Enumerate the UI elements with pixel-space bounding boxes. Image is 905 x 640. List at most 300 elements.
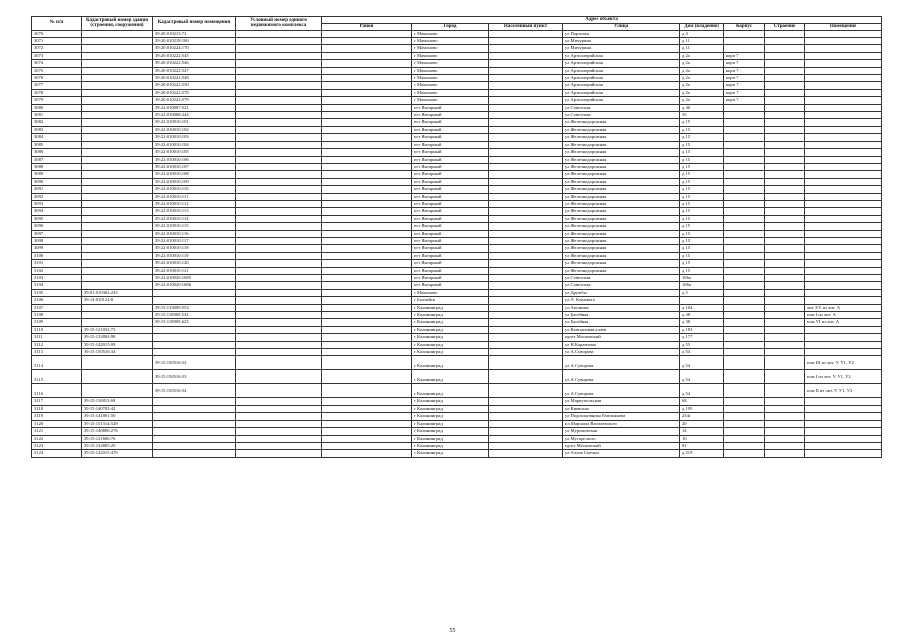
cell-korpus: [724, 319, 765, 326]
cell-cond-number: [236, 341, 322, 348]
cell-house: д 15: [680, 252, 724, 259]
cell-street: ул Железнодорожная: [563, 186, 680, 193]
cell-num: 3076: [32, 75, 82, 82]
cell-settlement: [489, 289, 563, 296]
cell-cad-room: [153, 450, 236, 457]
cell-room: [805, 82, 882, 89]
cell-num: 3107: [32, 304, 82, 311]
cell-num: 3110: [32, 326, 82, 333]
cell-street: ул Л. Кошевого: [563, 297, 680, 304]
table-row: [32, 45, 882, 52]
cell-street: ул Артиллерийская: [563, 89, 680, 96]
header-house: Дом (владение): [680, 23, 724, 30]
cell-cond-number: [236, 208, 322, 215]
cell-street: ул Железнодорожная: [563, 119, 680, 126]
cell-house: д 15: [680, 223, 724, 230]
cell-cad-room: [153, 398, 236, 405]
cell-street: ул А.Суворова: [563, 370, 680, 384]
cell-settlement: [489, 112, 563, 119]
cell-cad-building: [82, 134, 153, 141]
cell-settlement: [489, 245, 563, 252]
cell-korpus: [724, 112, 765, 119]
cell-settlement: [489, 334, 563, 341]
cell-street: ул Артиллерийская: [563, 97, 680, 104]
cell-district: [322, 370, 412, 384]
cell-street: ул Железнодорожная: [563, 178, 680, 185]
cell-street: ул Партизан: [563, 30, 680, 37]
cell-cad-room: 39:22:010010:114: [153, 215, 236, 222]
cell-city: пгт Янтарный: [412, 134, 489, 141]
cell-house: д 183: [680, 326, 724, 333]
cell-korpus: [724, 405, 765, 412]
cell-num: 3078: [32, 89, 82, 96]
cell-settlement: [489, 237, 563, 244]
table-row: [32, 178, 882, 185]
cell-street: ул Железнодорожная: [563, 267, 680, 274]
table-row: [32, 200, 882, 207]
cell-district: [322, 326, 412, 333]
cell-cond-number: [236, 349, 322, 356]
cell-stroenie: [765, 413, 805, 420]
cell-cad-room: [153, 297, 236, 304]
cell-num: 3077: [32, 82, 82, 89]
cell-num: 3089: [32, 171, 82, 178]
cell-settlement: [489, 252, 563, 259]
table-row: [32, 237, 882, 244]
cell-cad-room: 39:20:010222:579: [153, 97, 236, 104]
cell-house: д 15: [680, 149, 724, 156]
cell-korpus: [724, 282, 765, 289]
cell-house: д 11: [680, 45, 724, 52]
table-row: [32, 223, 882, 230]
cell-stroenie: [765, 149, 805, 156]
cell-num: 3105: [32, 289, 82, 296]
cell-cad-room: 39:22:010010:101: [153, 119, 236, 126]
cell-cond-number: [236, 282, 322, 289]
cell-house: д 2а: [680, 60, 724, 67]
cell-korpus: [724, 413, 765, 420]
cell-room: [805, 275, 882, 282]
cell-room: [805, 89, 882, 96]
cell-settlement: [489, 186, 563, 193]
cell-stroenie: [765, 141, 805, 148]
cell-num: 3093: [32, 200, 82, 207]
cell-num: 3096: [32, 223, 82, 230]
cell-cad-room: 39:20:010213:73: [153, 30, 236, 37]
cell-cad-building: [82, 112, 153, 119]
cell-district: [322, 178, 412, 185]
cell-cad-room: 39:22:010010:120: [153, 260, 236, 267]
cell-house: д 38: [680, 319, 724, 326]
cell-room: [805, 334, 882, 341]
cell-city: г Калининград: [412, 319, 489, 326]
cell-cad-building: [82, 384, 153, 398]
cell-korpus: [724, 126, 765, 133]
cell-korpus: [724, 38, 765, 45]
cell-stroenie: [765, 304, 805, 311]
table-row: [32, 252, 882, 259]
cell-cond-number: [236, 200, 322, 207]
cell-room: [805, 126, 882, 133]
cell-korpus: [724, 428, 765, 435]
cell-korpus: [724, 104, 765, 111]
cell-num: 3080: [32, 104, 82, 111]
table-row: [32, 413, 882, 420]
cell-stroenie: [765, 319, 805, 326]
cell-cad-building: [82, 45, 153, 52]
cell-house: д 4: [680, 30, 724, 37]
cell-house: 234г: [680, 413, 724, 420]
cell-cond-number: [236, 112, 322, 119]
cell-num: 3081: [32, 112, 82, 119]
cell-district: [322, 450, 412, 457]
cell-settlement: [489, 341, 563, 348]
cell-room: [805, 297, 882, 304]
cell-cad-room: 39:22:010007:521: [153, 104, 236, 111]
table-row: [32, 275, 882, 282]
cell-settlement: [489, 326, 563, 333]
cell-street: ул Железнодорожная: [563, 200, 680, 207]
cell-cond-number: [236, 60, 322, 67]
cell-cond-number: [236, 52, 322, 59]
cell-cad-room: 39:20:010222:550: [153, 82, 236, 89]
cell-room: [805, 156, 882, 163]
cell-stroenie: [765, 112, 805, 119]
cell-street: ул Железнодорожная: [563, 230, 680, 237]
cell-district: [322, 89, 412, 96]
cell-district: [322, 282, 412, 289]
cell-korpus: [724, 252, 765, 259]
cell-stroenie: [765, 230, 805, 237]
cell-num: 3091: [32, 186, 82, 193]
cell-room: [805, 405, 882, 412]
cell-korpus: [724, 141, 765, 148]
table-row: [32, 435, 882, 442]
cell-cad-room: 39:22:010010:115: [153, 223, 236, 230]
cell-cond-number: [236, 193, 322, 200]
table-row: [32, 126, 882, 133]
cell-cad-building: [82, 82, 153, 89]
cell-stroenie: [765, 267, 805, 274]
cell-cond-number: [236, 75, 322, 82]
cell-num: 3097: [32, 230, 82, 237]
table-row: [32, 326, 882, 333]
cell-cad-building: [82, 149, 153, 156]
cell-cad-building: [82, 126, 153, 133]
cell-district: [322, 428, 412, 435]
cell-num: 3095: [32, 215, 82, 222]
cell-cond-number: [236, 237, 322, 244]
table-row: [32, 442, 882, 449]
table-row: [32, 370, 882, 384]
cell-stroenie: [765, 282, 805, 289]
cell-city: пгт Янтарный: [412, 171, 489, 178]
cell-room: [805, 428, 882, 435]
cell-city: г Калининград: [412, 413, 489, 420]
cell-city: пгт Янтарный: [412, 275, 489, 282]
header-cond-number: Условный номер единого недвижимого комплекса: [236, 17, 322, 31]
cell-city: г Калининград: [412, 356, 489, 370]
cell-house: д 177: [680, 334, 724, 341]
cell-num: 3108: [32, 312, 82, 319]
cell-num: 3098: [32, 237, 82, 244]
cell-cad-room: 39:20:010222:578: [153, 89, 236, 96]
cell-city: г Калининград: [412, 435, 489, 442]
table-row: [32, 38, 882, 45]
cell-num: 3119: [32, 413, 82, 420]
cell-cad-building: [82, 171, 153, 178]
cell-city: г Калининград: [412, 349, 489, 356]
cell-cond-number: [236, 141, 322, 148]
cell-room: лит XV из лит. А: [805, 304, 882, 311]
cell-district: [322, 112, 412, 119]
cell-cad-room: [153, 326, 236, 333]
cell-room: [805, 260, 882, 267]
cell-room: [805, 450, 882, 457]
cell-settlement: [489, 156, 563, 163]
cell-district: [322, 141, 412, 148]
cell-house: д 5: [680, 289, 724, 296]
cell-house: д 2а: [680, 67, 724, 74]
cell-house: 81: [680, 442, 724, 449]
registry-table: [31, 16, 882, 458]
cell-street: пр-кт Московский: [563, 442, 680, 449]
cell-settlement: [489, 163, 563, 170]
cell-house: д 15: [680, 171, 724, 178]
cell-district: [322, 97, 412, 104]
cell-street: ул Советская: [563, 104, 680, 111]
cell-num: 3112: [32, 341, 82, 348]
cell-settlement: [489, 149, 563, 156]
cell-district: [322, 215, 412, 222]
cell-city: г Мамоново: [412, 89, 489, 96]
cell-room: [805, 398, 882, 405]
cell-cond-number: [236, 171, 322, 178]
cell-settlement: [489, 38, 563, 45]
cell-cond-number: [236, 223, 322, 230]
cell-cad-building: [82, 38, 153, 45]
table-row: [32, 75, 882, 82]
cell-stroenie: [765, 208, 805, 215]
cell-num: 3104: [32, 282, 82, 289]
header-room: Помещение: [805, 23, 882, 30]
table-row: [32, 420, 882, 427]
cell-settlement: [489, 141, 563, 148]
cell-cad-building: 39:15:110813:69: [82, 398, 153, 405]
cell-street: ул Железнодорожная: [563, 163, 680, 170]
cell-cad-room: 39:22:010010:116: [153, 230, 236, 237]
header-district: Район: [322, 23, 412, 30]
cell-district: [322, 245, 412, 252]
cell-house: д 54: [680, 349, 724, 356]
cell-cad-building: [82, 141, 153, 148]
cell-room: пом I из лит. А: [805, 312, 882, 319]
cell-stroenie: [765, 297, 805, 304]
cell-stroenie: [765, 171, 805, 178]
cell-stroenie: [765, 420, 805, 427]
cell-num: 3115: [32, 370, 82, 384]
cell-street: ул Киевская: [563, 405, 680, 412]
table-row: [32, 52, 882, 59]
cell-cond-number: [236, 215, 322, 222]
cell-cad-building: [82, 237, 153, 244]
cell-cond-number: [236, 134, 322, 141]
cell-korpus: [724, 260, 765, 267]
cell-korpus: [724, 420, 765, 427]
cell-house: д 15: [680, 186, 724, 193]
cell-num: 3087: [32, 156, 82, 163]
cell-stroenie: [765, 223, 805, 230]
cell-street: ул Железнодорожная: [563, 149, 680, 156]
cell-stroenie: [765, 289, 805, 296]
cell-street: ул Аксакова: [563, 304, 680, 311]
cell-cad-room: 39:15:110905:532: [153, 312, 236, 319]
cell-district: [322, 126, 412, 133]
cell-cad-building: [82, 178, 153, 185]
cell-stroenie: [765, 398, 805, 405]
cell-district: [322, 67, 412, 74]
cell-korpus: [724, 326, 765, 333]
cell-room: [805, 208, 882, 215]
cell-cad-building: [82, 119, 153, 126]
cell-stroenie: [765, 126, 805, 133]
cell-district: [322, 156, 412, 163]
cell-num: 3109: [32, 319, 82, 326]
cell-cad-room: [153, 428, 236, 435]
cell-street: ул Подполковника Емельянова: [563, 413, 680, 420]
cell-cad-building: [82, 52, 153, 59]
cell-cad-room: 39:15:110905:623: [153, 319, 236, 326]
cell-street: пл Маршала Василевского: [563, 420, 680, 427]
cell-cond-number: [236, 326, 322, 333]
cell-korpus: [724, 163, 765, 170]
cell-room: [805, 30, 882, 37]
cell-city: пгт Янтарный: [412, 223, 489, 230]
cell-city: пгт Янтарный: [412, 230, 489, 237]
cell-cad-room: 39:22:010010:109: [153, 178, 236, 185]
cell-korpus: [724, 156, 765, 163]
table-row: [32, 119, 882, 126]
table-row: [32, 186, 882, 193]
cell-stroenie: [765, 200, 805, 207]
cell-city: пгт Янтарный: [412, 149, 489, 156]
table-row: [32, 428, 882, 435]
cell-district: [322, 312, 412, 319]
cell-settlement: [489, 297, 563, 304]
cell-room: [805, 230, 882, 237]
cell-num: 3072: [32, 45, 82, 52]
cell-settlement: [489, 304, 563, 311]
cell-cad-room: [153, 349, 236, 356]
cell-street: ул Железнодорожная: [563, 245, 680, 252]
cell-street: ул Железнодорожная: [563, 156, 680, 163]
cell-room: пом II из лит. У, У1, У2: [805, 384, 882, 398]
cell-korpus: [724, 356, 765, 370]
cell-stroenie: [765, 245, 805, 252]
cell-cond-number: [236, 267, 322, 274]
cell-korpus: [724, 341, 765, 348]
cell-cad-room: 39:15:133009:553: [153, 304, 236, 311]
table-row: [32, 384, 882, 398]
cell-cad-building: [82, 193, 153, 200]
cell-cad-building: [82, 186, 153, 193]
cell-room: [805, 245, 882, 252]
cell-settlement: [489, 178, 563, 185]
cell-cad-room: 39:20:010218:169: [153, 38, 236, 45]
cell-cond-number: [236, 356, 322, 370]
cell-cad-room: 39:22:010020:1686: [153, 282, 236, 289]
cell-korpus: корп 7: [724, 75, 765, 82]
cell-korpus: [724, 450, 765, 457]
cell-num: 3071: [32, 38, 82, 45]
table-row: [32, 341, 882, 348]
cell-korpus: [724, 193, 765, 200]
cell-district: [322, 260, 412, 267]
cell-district: [322, 275, 412, 282]
cell-room: [805, 149, 882, 156]
cell-korpus: [724, 215, 765, 222]
cell-city: пгт Янтарный: [412, 245, 489, 252]
cell-city: пгт Янтарный: [412, 156, 489, 163]
cell-cad-room: 39:20:010222:548: [153, 75, 236, 82]
cell-cad-room: [153, 435, 236, 442]
cell-settlement: [489, 413, 563, 420]
cell-house: д 2а: [680, 52, 724, 59]
cell-cad-room: 39:22:010010:105: [153, 149, 236, 156]
cell-house: д 15: [680, 215, 724, 222]
cell-district: [322, 38, 412, 45]
cell-house: 106а: [680, 275, 724, 282]
cell-num: 3075: [32, 67, 82, 74]
cell-cond-number: [236, 398, 322, 405]
cell-cad-room: 39:22:010008:244: [153, 112, 236, 119]
table-row: [32, 267, 882, 274]
table-row: [32, 149, 882, 156]
cell-stroenie: [765, 215, 805, 222]
cell-district: [322, 435, 412, 442]
cell-house: д 15: [680, 163, 724, 170]
cell-stroenie: [765, 435, 805, 442]
cell-stroenie: [765, 75, 805, 82]
cell-settlement: [489, 119, 563, 126]
cell-house: д 15: [680, 200, 724, 207]
cell-cad-building: [82, 245, 153, 252]
cell-room: [805, 200, 882, 207]
cell-settlement: [489, 134, 563, 141]
table-row: [32, 297, 882, 304]
table-row: [32, 134, 882, 141]
cell-cond-number: [236, 82, 322, 89]
cell-stroenie: [765, 370, 805, 384]
cell-city: г Мамоново: [412, 38, 489, 45]
cell-house: 20: [680, 420, 724, 427]
cell-cad-building: 39:01:010302:243: [82, 289, 153, 296]
cell-city: г Калининград: [412, 334, 489, 341]
cell-cad-building: [82, 89, 153, 96]
cell-district: [322, 356, 412, 370]
cell-city: пгт Янтарный: [412, 112, 489, 119]
cell-house: д 15: [680, 119, 724, 126]
cell-korpus: [724, 171, 765, 178]
cell-street: ул Железнодорожная: [563, 171, 680, 178]
cell-korpus: [724, 435, 765, 442]
cell-num: 3090: [32, 178, 82, 185]
cell-num: 3123: [32, 442, 82, 449]
cell-num: 3084: [32, 134, 82, 141]
cell-district: [322, 334, 412, 341]
cell-cad-building: [82, 267, 153, 274]
cell-room: [805, 45, 882, 52]
